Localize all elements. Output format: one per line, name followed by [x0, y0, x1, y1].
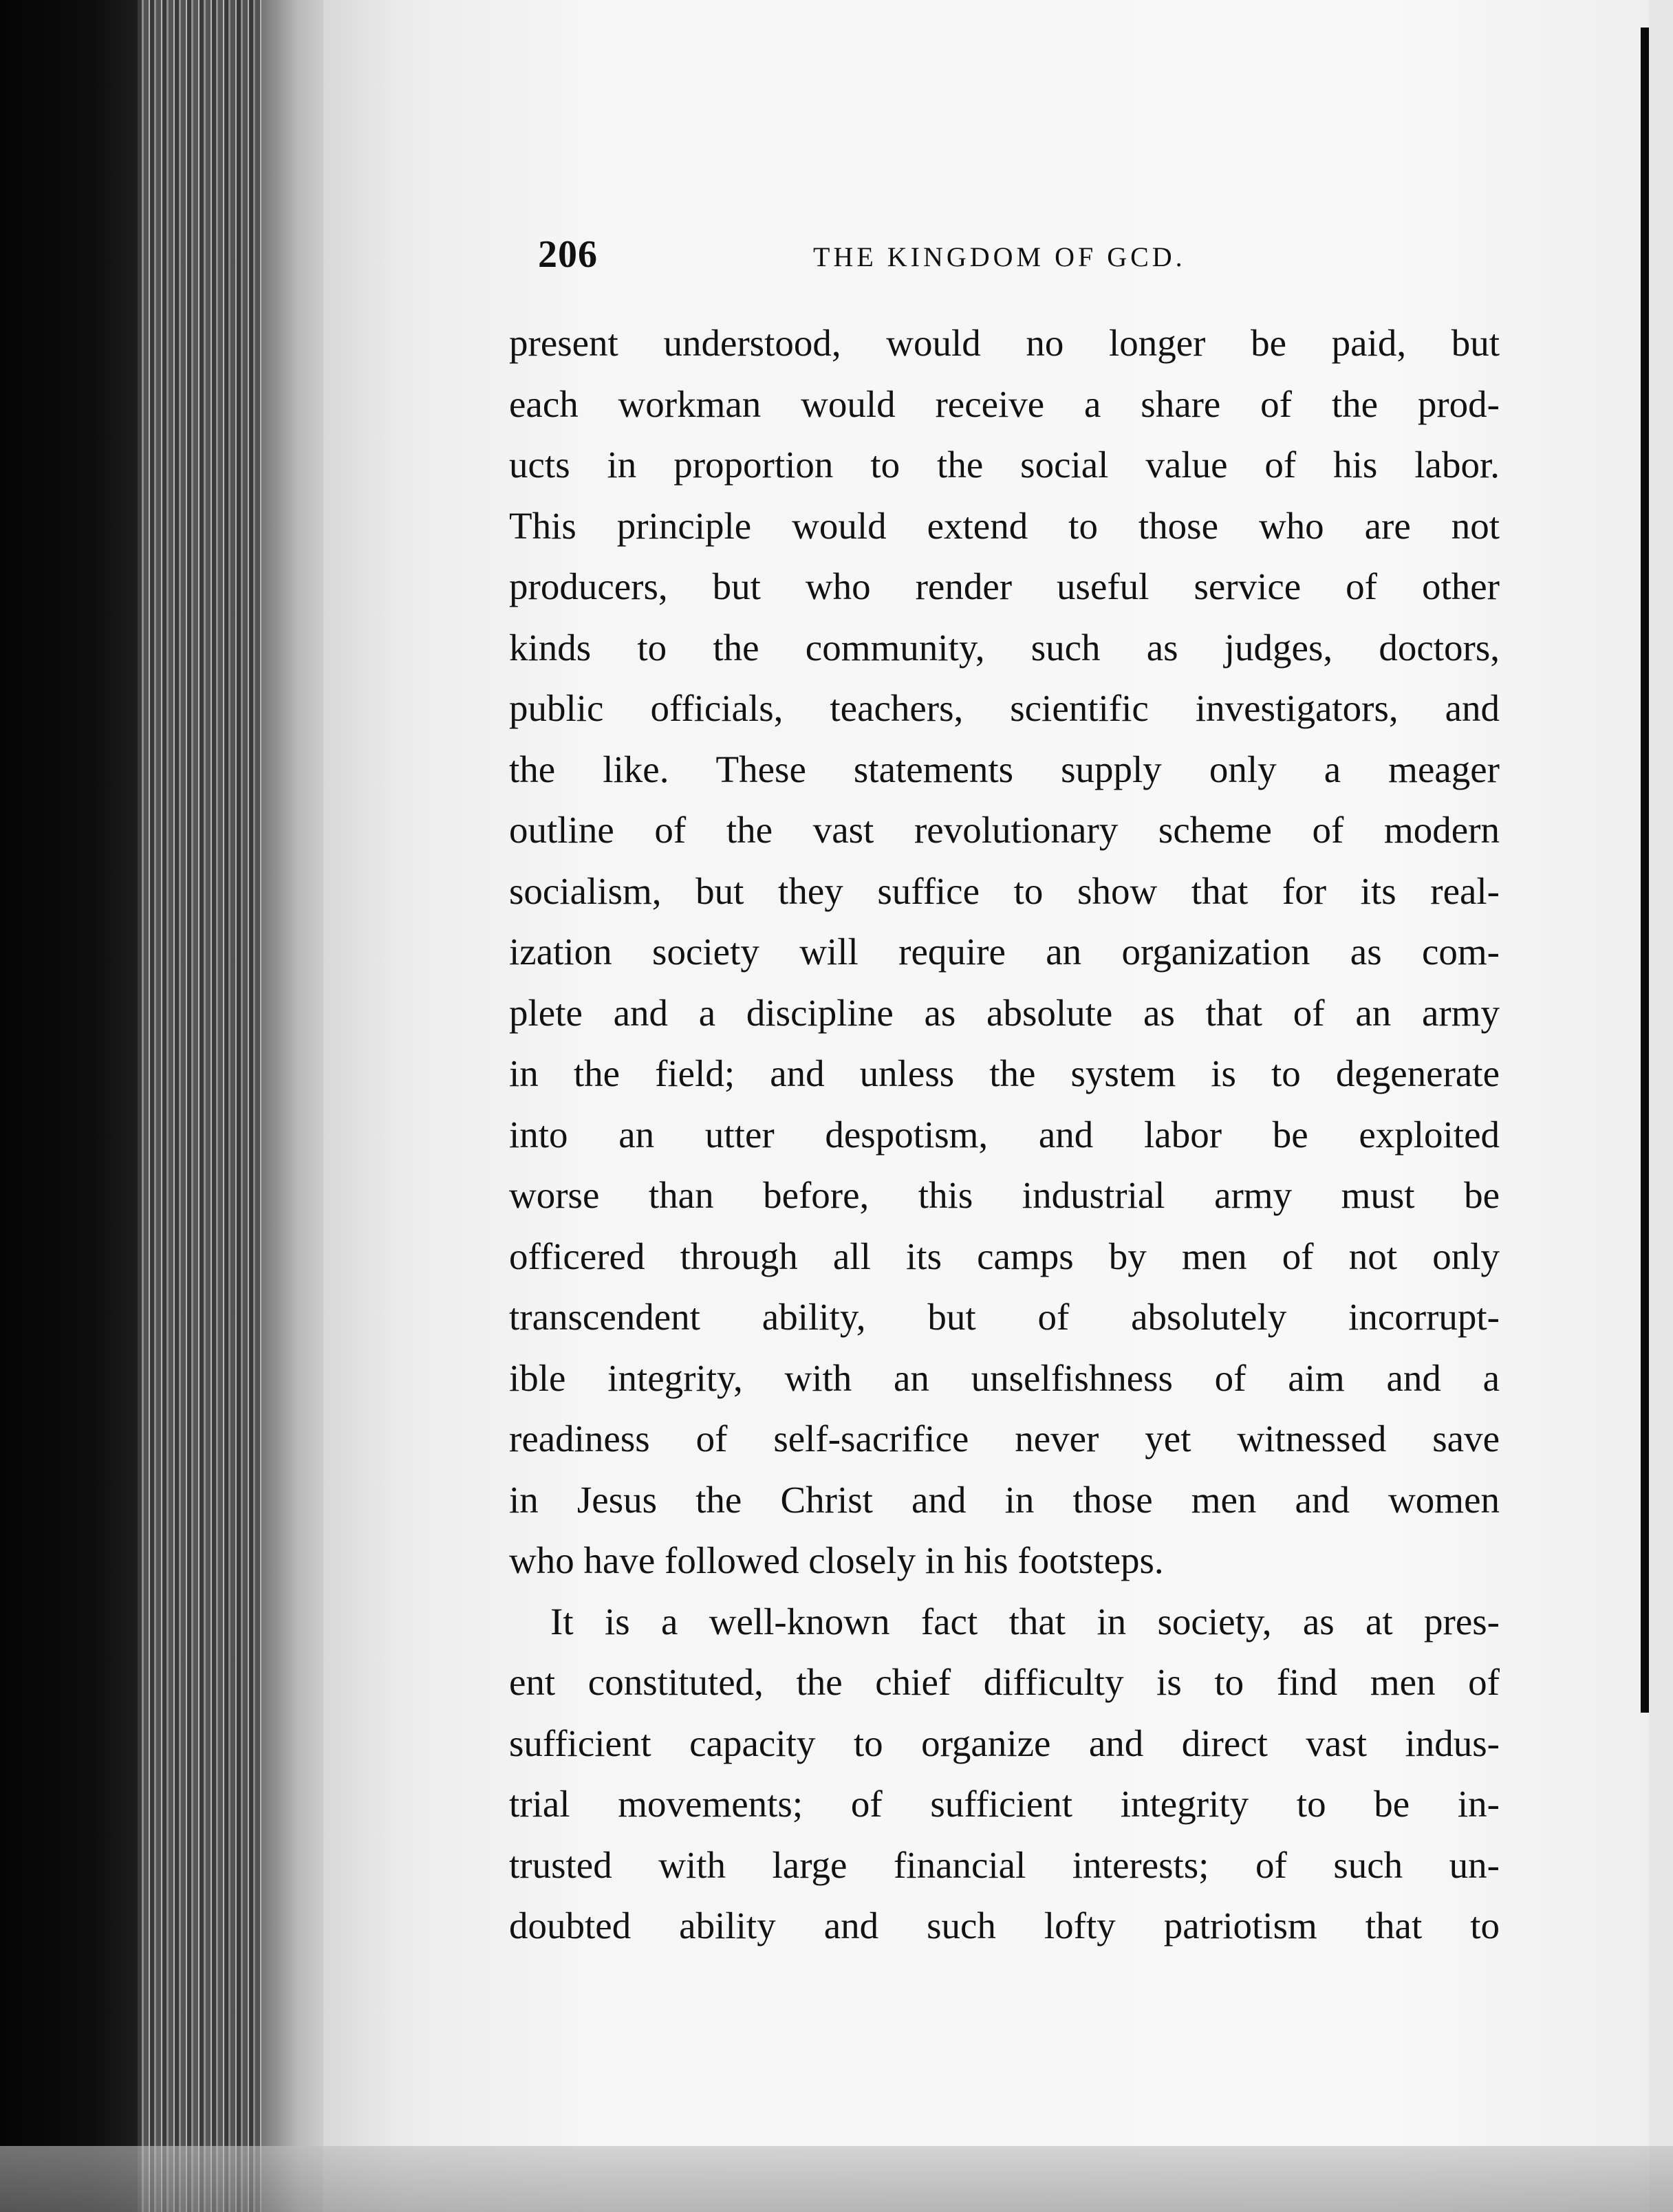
text-line: worse than before, this industrial army must be [509, 1174, 1500, 1216]
text-line: officered through all its camps by men of not only [509, 1235, 1500, 1277]
text-line: kinds to the community, such as judges, doctors, [509, 626, 1500, 669]
text-line: public officials, teachers, scientific investigators, and [509, 687, 1500, 729]
bottom-edge [0, 2146, 1673, 2212]
text-line: plete and a discipline as absolute as that of an army [509, 991, 1500, 1034]
text-line: This principle would extend to those who are not [509, 504, 1500, 547]
paragraph-2 [509, 1592, 1500, 1957]
text-line: present understood, would no longer be paid, but [509, 322, 1500, 364]
text-line: producers, but who render useful service of other [509, 565, 1500, 607]
text-line: transcendent ability, but of absolutely incorrupt- [509, 1296, 1500, 1338]
text-line: readiness of self-sacrifice never yet witnessed save [509, 1418, 1500, 1460]
text-line: into an utter despotism, and labor be exploited [509, 1113, 1500, 1156]
text-line: who have followed closely in his footsteps. [509, 1539, 1164, 1581]
text-line: each workman would receive a share of the prod- [509, 382, 1500, 425]
text-line: trial movements; of sufficient integrity to be in- [509, 1783, 1500, 1825]
text-line: the like. These statements supply only a meager [509, 748, 1500, 790]
text-line: It is a well-known fact that in society, as at pres- [550, 1600, 1500, 1642]
page-number: 206 [538, 233, 598, 276]
text-line: socialism, but they suffice to show that for its real- [509, 869, 1500, 912]
text-line: trusted with large financial interests; of such un- [509, 1843, 1500, 1886]
paragraph-1 [509, 313, 1500, 1592]
text-line: doubted ability and such lofty patriotism that to [509, 1905, 1500, 1947]
text-line: in Jesus the Christ and in those men and women [509, 1478, 1500, 1521]
running-title: THE KINGDOM OF GCD. [813, 241, 1186, 272]
text-line: ization society will require an organization as com- [509, 931, 1500, 973]
text-line: sufficient capacity to organize and direct vast indus- [509, 1722, 1500, 1764]
running-head [538, 232, 1260, 281]
right-edge-line [1641, 28, 1649, 1713]
text-line: ible integrity, with an unselfishness of aim and a [509, 1356, 1500, 1399]
text-line: ucts in proportion to the social value of his labor. [509, 444, 1500, 486]
text-line: in the field; and unless the system is to degenerate [509, 1052, 1500, 1094]
text-line: outline of the vast revolutionary scheme of modern [509, 809, 1500, 851]
body-text [509, 313, 1500, 1957]
text-line: ent constituted, the chief difficulty is to find men of [509, 1661, 1500, 1703]
right-margin [1649, 0, 1673, 2212]
